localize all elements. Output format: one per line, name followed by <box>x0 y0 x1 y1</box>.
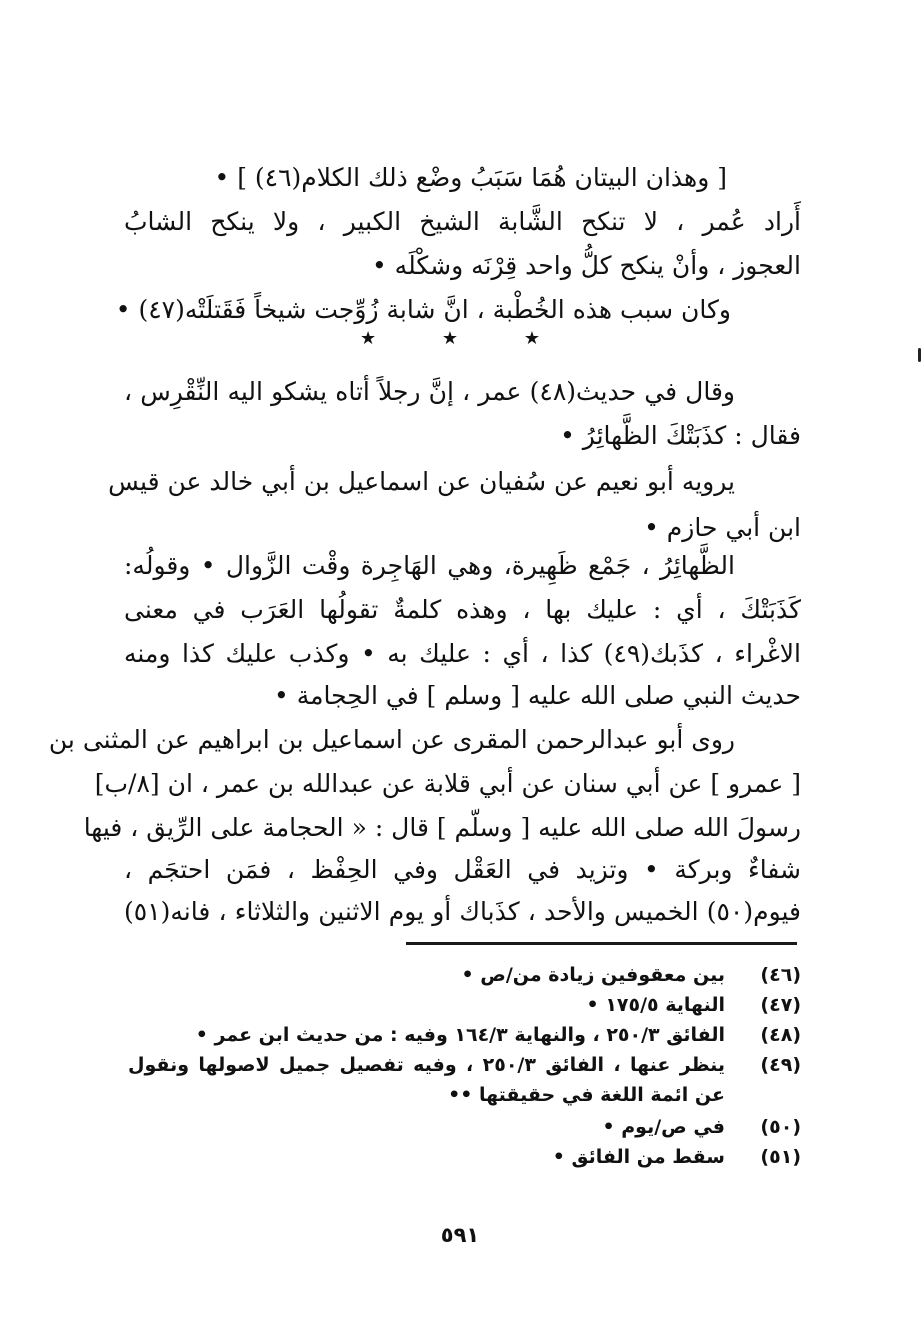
footnote-number: (٥١) <box>760 1146 801 1168</box>
section-separator <box>360 326 540 352</box>
text-line-5: وقال في حديث(٤٨) عمر ، إنَّ رجلاً أتاه يشكو اليه النِّقْرِس ، <box>124 377 735 406</box>
text-line-15: رسولَ الله صلى الله عليه [ وسلّم ] قال : « الحجامة على الرِّيق ، فيها <box>83 813 801 842</box>
footnote-47 <box>0 990 921 1020</box>
footnote-48 <box>0 1020 921 1050</box>
footnote-50 <box>0 1112 921 1142</box>
text-line-2: أَراد عُمر ، لا تنكح الشَّابة الشيخ الكبير ، ولا ينكح الشابُ <box>124 207 801 236</box>
footnote-text: سقط من الفائق • <box>552 1146 725 1168</box>
star-icon: ★ <box>360 328 377 349</box>
star-icon: ★ <box>441 328 459 349</box>
text-line-3: العجوز ، وأنْ ينكح كلُّ واحد قِرْنَه وشكْلَه • <box>371 251 801 280</box>
text-line-16: شفاءٌ وبركة • وتزيد في العَقْل وفي الحِفْظ ، فمَن احتجَم ، <box>124 855 801 884</box>
footnote-number: (٤٩) <box>760 1054 801 1076</box>
star-icon: ★ <box>523 328 540 349</box>
footnote-text: عن ائمة اللغة في حقيقتها •• <box>448 1084 725 1106</box>
footnote-text: النهاية ١٧٥/٥ • <box>586 994 725 1016</box>
text-line-17: فيوم(٥٠) الخميس والأحد ، كذَباك أو يوم الاثنين والثلاثاء ، فانه(٥١) <box>124 897 801 926</box>
text-line-6: فقال : كذَبَتْكَ الظَّهائِرُ • <box>560 421 801 450</box>
text-line-8: ابن أبي حازم • <box>644 513 801 542</box>
footnote-text: بين معقوفين زيادة من/ص • <box>461 964 725 986</box>
footnote-text: في ص/يوم • <box>602 1116 725 1138</box>
text-line-7: يرويه أبو نعيم عن سُفيان عن اسماعيل بن أبي خالد عن قيس <box>108 467 735 496</box>
footnote-number: (٤٦) <box>760 964 801 986</box>
text-line-10: كَذَبَتْكَ ، أي : عليك بها ، وهذه كلمةٌ تقولُها العَرَب في معنى <box>124 595 801 624</box>
text-line-1: [ وهذان البيتان هُمَا سَبَبُ وضْع ذلك الكلام(٤٦) ] • <box>214 163 727 192</box>
page-number: ٥٩١ <box>440 1223 480 1247</box>
footnote-separator-rule <box>406 942 797 945</box>
footnote-46 <box>0 960 921 990</box>
footnote-number: (٥٠) <box>760 1116 801 1138</box>
text-line-4: وكان سبب هذه الخُطْبة ، انَّ شابة زُوِّجت شيخاً فَقَتلَتْه(٤٧) • <box>115 295 731 324</box>
footnote-49-continued <box>0 1080 921 1110</box>
text-line-14: [ عمرو ] عن أبي سنان عن أبي قلابة عن عبدالله بن عمر ، ان [٨/ب] <box>94 769 801 798</box>
footnote-text: ينظر عنها ، الفائق ٢٥٠/٣ ، وفيه تفصيل جميل لاصولها ونقول <box>128 1054 726 1076</box>
footnote-number: (٤٧) <box>760 994 801 1016</box>
footnote-number: (٤٨) <box>760 1024 801 1046</box>
footnote-text: الفائق ٢٥٠/٣ ، والنهاية ١٦٤/٣ وفيه : من حديث ابن عمر • <box>195 1024 725 1046</box>
text-line-12: حديث النبي صلى الله عليه [ وسلم ] في الحِجامة • <box>274 681 801 710</box>
text-line-13: روى أبو عبدالرحمن المقرى عن اسماعيل بن ابراهيم عن المثنى بن <box>48 725 735 754</box>
footnote-51 <box>0 1142 921 1172</box>
text-line-11: الاغْراء ، كذَبك(٤٩) كذا ، أي : عليك به • وكذب عليك كذا ومنه <box>124 639 801 668</box>
text-line-9: الظَّهائِرُ ، جَمْع ظَهِيرة، وهي الهَاجِرة وقْت الزَّوال • وقولُه: <box>124 551 735 580</box>
footnote-49 <box>0 1050 921 1080</box>
